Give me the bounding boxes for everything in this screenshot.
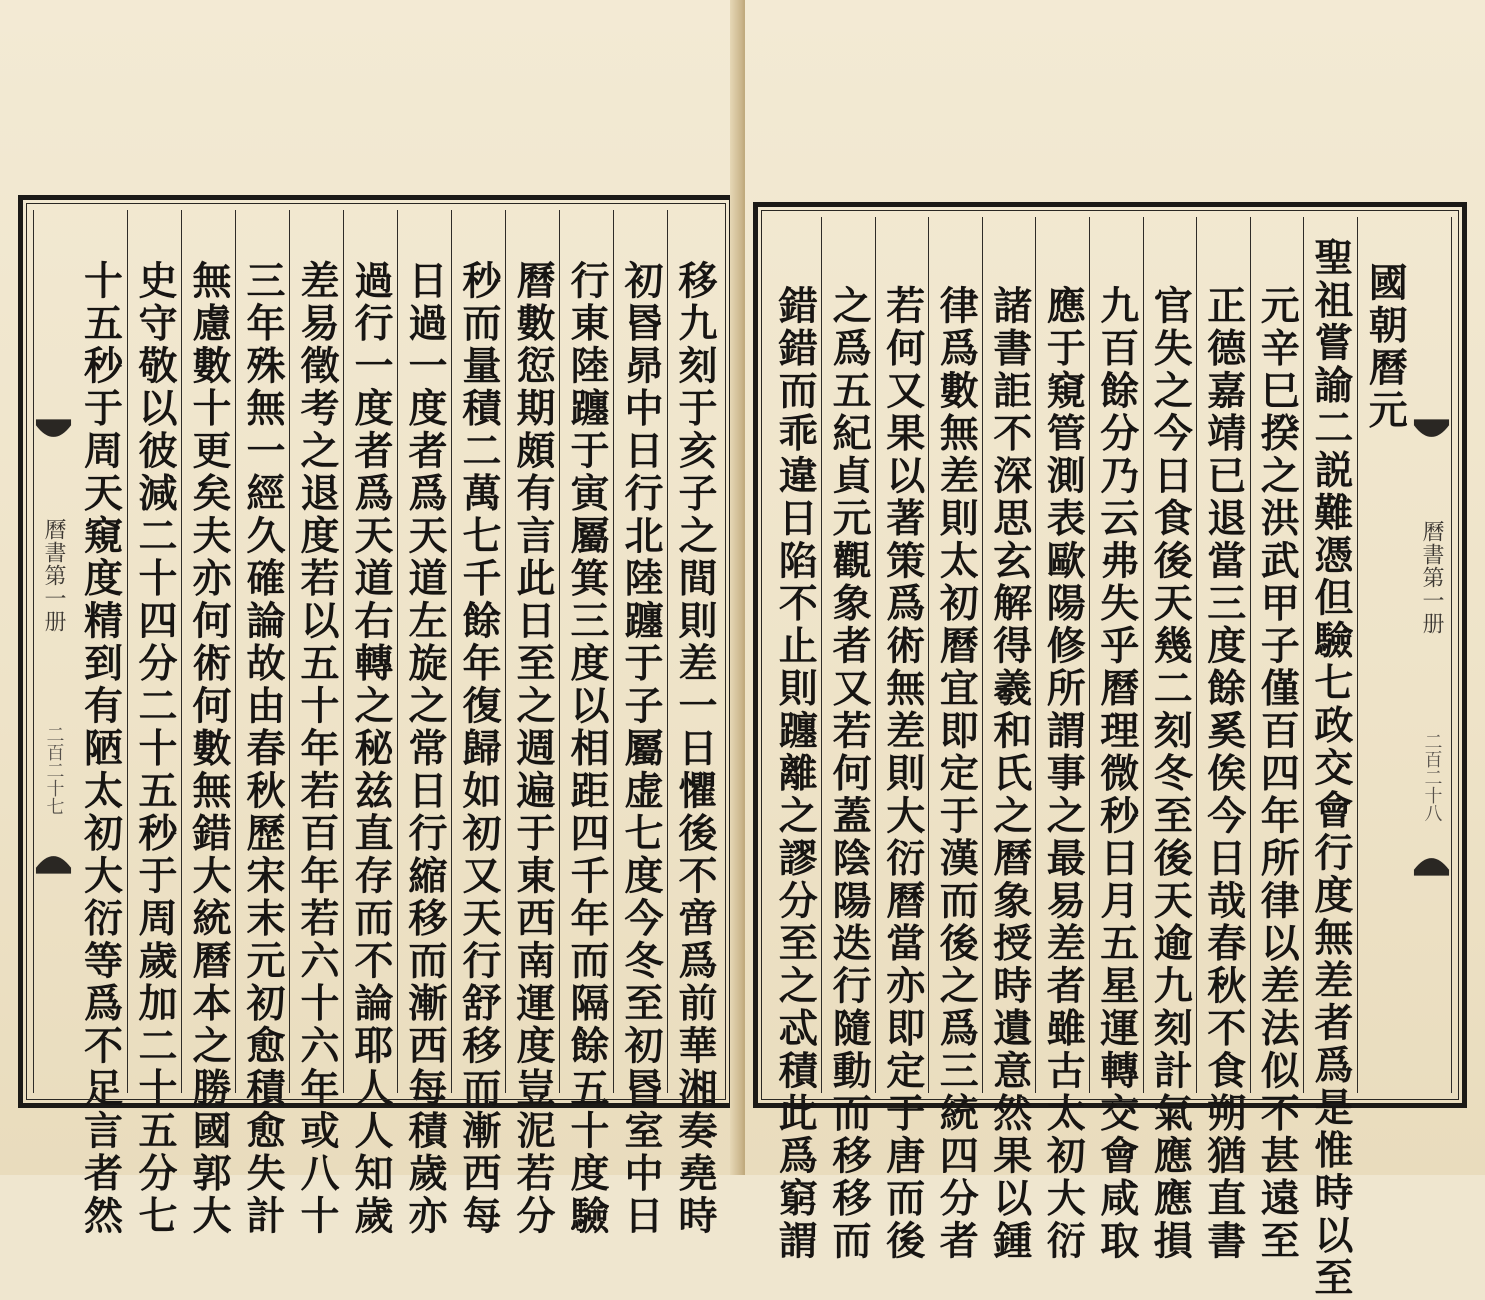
text-column: 曆數愆期頗有言此日至之週遍于東西南運度豈泥若分 (505, 210, 559, 1093)
left-text-columns (73, 210, 721, 1238)
text-column: 過行一度者爲天道右轉之秘兹直存而不論耶人人知歲 (343, 210, 397, 1093)
text-column: 若何又果以著策爲術無差則大衍曆當亦即定于唐而後 (875, 217, 929, 1093)
text-column: 初昬昴中日行北陸躔于子屬虚七度今冬至初昬室中日 (613, 210, 667, 1093)
text-column: 無慮數十更矣夫亦何術何數無錯大統曆本之勝國郭大 (181, 210, 235, 1093)
text-column: 差易徵考之退度若以五十年若百年若六十六年或八十 (289, 210, 343, 1093)
text-column: 諸書詎不深思玄解得羲和氏之曆象授時遺意然果以鍾 (982, 217, 1036, 1093)
text-column: 正德嘉靖已退當三度餘奚俟今日哉春秋不食朔猶直書 (1196, 217, 1250, 1093)
text-column: 日過一度者爲天道左旋之常日行縮移而漸西每積歲亦 (397, 210, 451, 1093)
chapter-heading: 國朝曆元 (1362, 262, 1409, 432)
text-column: 九百餘分乃云弗失乎曆理微秒日月五星運轉交會咸取 (1089, 217, 1143, 1093)
text-column: 官失之今日食後天幾二刻冬至後天逾九刻計氣應應損 (1143, 217, 1197, 1093)
banxin-book-title: 曆書第一册 (41, 517, 66, 633)
fish-tail-upper-icon (1412, 415, 1451, 453)
right-banxin (1412, 217, 1452, 1093)
text-column: 史守敬以彼減二十四分二十五秒于周歲加二十五分七 (127, 210, 181, 1093)
banxin-folio: 二百二十七 (43, 725, 65, 815)
fish-tail-lower-icon (1412, 842, 1451, 880)
text-column: 十五秒于周天窺度精到有陋太初大衍等爲不足言者然 (77, 260, 124, 1238)
text-column: 秒而量積二萬七千餘年復歸如初又天行舒移而漸西每 (451, 210, 505, 1093)
text-column: 移九刻于亥子之間則差一日懼後不啻爲前華湘奏堯時 (667, 210, 721, 1093)
right-page-frame (753, 202, 1467, 1300)
text-column: 行東陸躔于寅屬箕三度以相距四千年而隔餘五十度驗 (559, 210, 613, 1093)
fish-tail-upper-icon (34, 415, 73, 453)
left-page-frame (18, 195, 734, 1238)
banxin-folio: 二百二十八 (1421, 732, 1443, 822)
text-column: 應于窺管測表歐陽修所謂事之最易差者雖古太初大衍 (1035, 217, 1089, 1093)
text-column: 錯錯而乖違日陷不止則躔離之謬分至之忒積此爲窮謂 (772, 285, 819, 1263)
fish-tail-lower-icon (34, 840, 73, 878)
text-column: 之爲五紀貞元觀象者又若何蓋陰陽迭行隨動而移移而 (821, 217, 875, 1093)
text-column: 元辛巳揆之洪武甲子僅百四年所律以差法似不甚遠至 (1250, 217, 1304, 1093)
right-text-columns (768, 217, 1412, 1300)
chapter-heading-column (1357, 217, 1412, 1093)
text-column: 律爲數無差則太初曆宜即定于漢而後之爲三統四分者 (928, 217, 982, 1093)
banxin-book-title: 曆書第一册 (1419, 519, 1444, 635)
text-column: 三年殊無一經久確論故由春秋歷宋末元初愈積愈失計 (235, 210, 289, 1093)
left-banxin (33, 210, 73, 1093)
left-page (0, 0, 740, 1238)
text-column: 聖祖嘗諭二説難憑但驗七政交會行度無差者爲是惟時以至 (1303, 217, 1357, 1093)
